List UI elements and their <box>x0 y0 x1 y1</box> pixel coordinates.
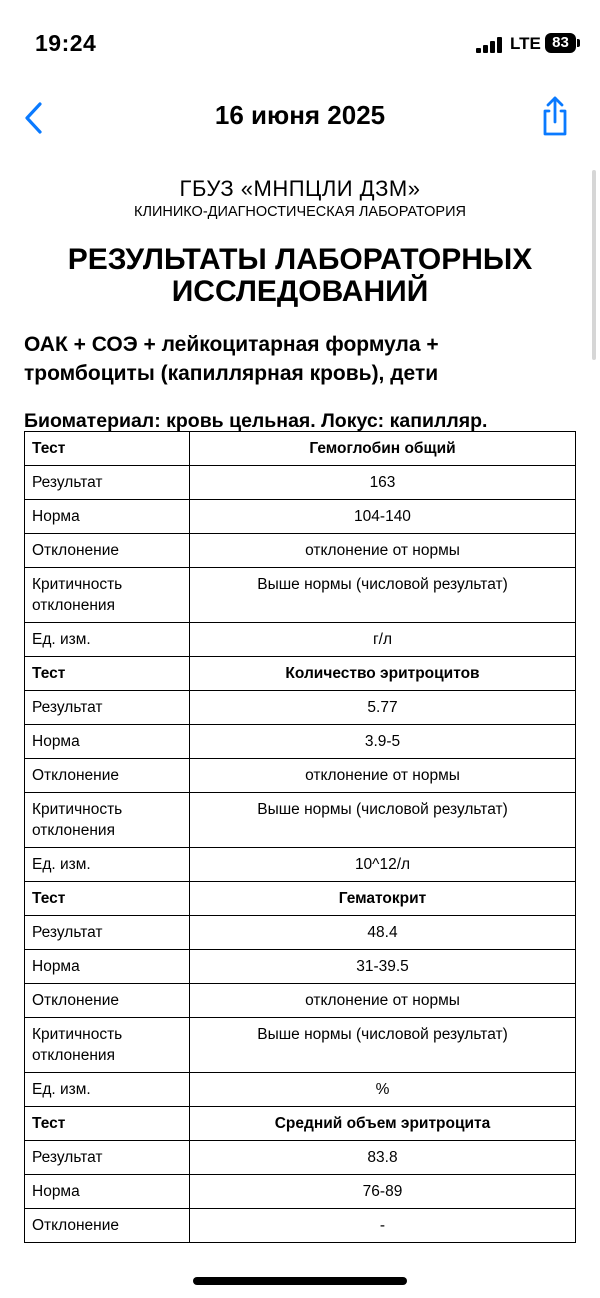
table-row-deviation <box>25 984 576 1018</box>
deviation-cell: отклонение от нормы <box>190 984 576 1018</box>
label-cell: Отклонение <box>25 984 190 1018</box>
table-row-test <box>25 432 576 466</box>
label-cell: Отклонение <box>25 534 190 568</box>
signal-icon <box>476 37 506 53</box>
label-cell: Отклонение <box>25 759 190 793</box>
label-cell: Норма <box>25 725 190 759</box>
label-cell: Результат <box>25 916 190 950</box>
label-cell: Тест <box>25 1107 190 1141</box>
organization-name: ГБУЗ «МНПЦЛИ ДЗМ» <box>179 176 421 201</box>
table-row-test <box>25 882 576 916</box>
label-cell: Тест <box>25 657 190 691</box>
scroll-indicator[interactable] <box>592 170 596 360</box>
table-row-result <box>25 691 576 725</box>
deviation-cell: - <box>190 1209 576 1243</box>
label-cell: Отклонение <box>25 1209 190 1243</box>
label-line: отклонения <box>32 822 115 839</box>
criticality-cell: Выше нормы (числовой результат) <box>190 568 576 623</box>
table-row-norm <box>25 500 576 534</box>
share-icon <box>535 94 575 140</box>
test-name-cell: Гемоглобин общий <box>190 432 576 466</box>
network-label: LTE <box>510 34 541 53</box>
table-row-deviation <box>25 1209 576 1243</box>
table-row-result <box>25 466 576 500</box>
norm-cell: 3.9-5 <box>190 725 576 759</box>
label-cell <box>25 1018 190 1073</box>
table-row-norm <box>25 1175 576 1209</box>
test-name-cell: Количество эритроцитов <box>190 657 576 691</box>
table-row-unit <box>25 623 576 657</box>
result-cell: 5.77 <box>190 691 576 725</box>
biomaterial-info: Биоматериал: кровь цельная. Локус: капилляр. <box>24 410 488 432</box>
label-cell: Норма <box>25 950 190 984</box>
result-cell: 163 <box>190 466 576 500</box>
table-row-unit <box>25 1073 576 1107</box>
table-row-criticality <box>25 568 576 623</box>
document-title <box>24 244 576 308</box>
norm-cell: 31-39.5 <box>190 950 576 984</box>
label-cell: Ед. изм. <box>25 848 190 882</box>
test-panel-line: ОАК + СОЭ + лейкоцитарная формула + <box>24 333 439 356</box>
table-row-result <box>25 1141 576 1175</box>
label-cell: Тест <box>25 882 190 916</box>
unit-cell: 10^12/л <box>190 848 576 882</box>
home-indicator[interactable] <box>193 1277 407 1285</box>
label-cell <box>25 793 190 848</box>
label-line: Критичность <box>32 576 123 593</box>
test-panel-name <box>24 330 576 388</box>
results-table-container <box>24 431 578 1243</box>
table-row-result <box>25 916 576 950</box>
table-row-criticality <box>25 1018 576 1073</box>
table-row-deviation <box>25 759 576 793</box>
share-button[interactable] <box>535 94 575 140</box>
table-row-unit <box>25 848 576 882</box>
norm-cell: 104-140 <box>190 500 576 534</box>
label-cell: Ед. изм. <box>25 623 190 657</box>
table-row-deviation <box>25 534 576 568</box>
document <box>24 172 576 433</box>
label-cell: Результат <box>25 691 190 725</box>
test-name-cell: Средний объем эритроцита <box>190 1107 576 1141</box>
test-name-cell: Гематокрит <box>190 882 576 916</box>
label-cell: Норма <box>25 1175 190 1209</box>
criticality-cell: Выше нормы (числовой результат) <box>190 793 576 848</box>
test-panel-line: тромбоциты (капиллярная кровь), дети <box>24 362 439 385</box>
label-cell: Результат <box>25 1141 190 1175</box>
table-row-norm <box>25 950 576 984</box>
battery-icon: 83 <box>545 33 576 53</box>
norm-cell: 76-89 <box>190 1175 576 1209</box>
label-cell: Норма <box>25 500 190 534</box>
result-cell: 83.8 <box>190 1141 576 1175</box>
label-cell: Ед. изм. <box>25 1073 190 1107</box>
nav-bar <box>0 90 600 146</box>
unit-cell: % <box>190 1073 576 1107</box>
table-row-test <box>25 1107 576 1141</box>
page-title: 16 июня 2025 <box>214 100 386 130</box>
table-row-criticality <box>25 793 576 848</box>
status-bar <box>0 0 600 80</box>
status-time: 19:24 <box>35 30 97 56</box>
laboratory-name: КЛИНИКО-ДИАГНОСТИЧЕСКАЯ ЛАБОРАТОРИЯ <box>134 204 466 220</box>
label-line: отклонения <box>32 597 115 614</box>
title-line: РЕЗУЛЬТАТЫ ЛАБОРАТОРНЫХ <box>67 243 533 276</box>
title-line: ИССЛЕДОВАНИЙ <box>171 275 429 308</box>
battery-tip <box>577 39 580 47</box>
label-line: Критичность <box>32 801 123 818</box>
deviation-cell: отклонение от нормы <box>190 759 576 793</box>
result-cell: 48.4 <box>190 916 576 950</box>
label-cell: Результат <box>25 466 190 500</box>
results-table <box>24 431 576 1243</box>
label-cell <box>25 568 190 623</box>
criticality-cell: Выше нормы (числовой результат) <box>190 1018 576 1073</box>
label-line: Критичность <box>32 1026 123 1043</box>
table-row-test <box>25 657 576 691</box>
deviation-cell: отклонение от нормы <box>190 534 576 568</box>
label-line: отклонения <box>32 1047 115 1064</box>
label-cell: Тест <box>25 432 190 466</box>
unit-cell: г/л <box>190 623 576 657</box>
table-row-norm <box>25 725 576 759</box>
